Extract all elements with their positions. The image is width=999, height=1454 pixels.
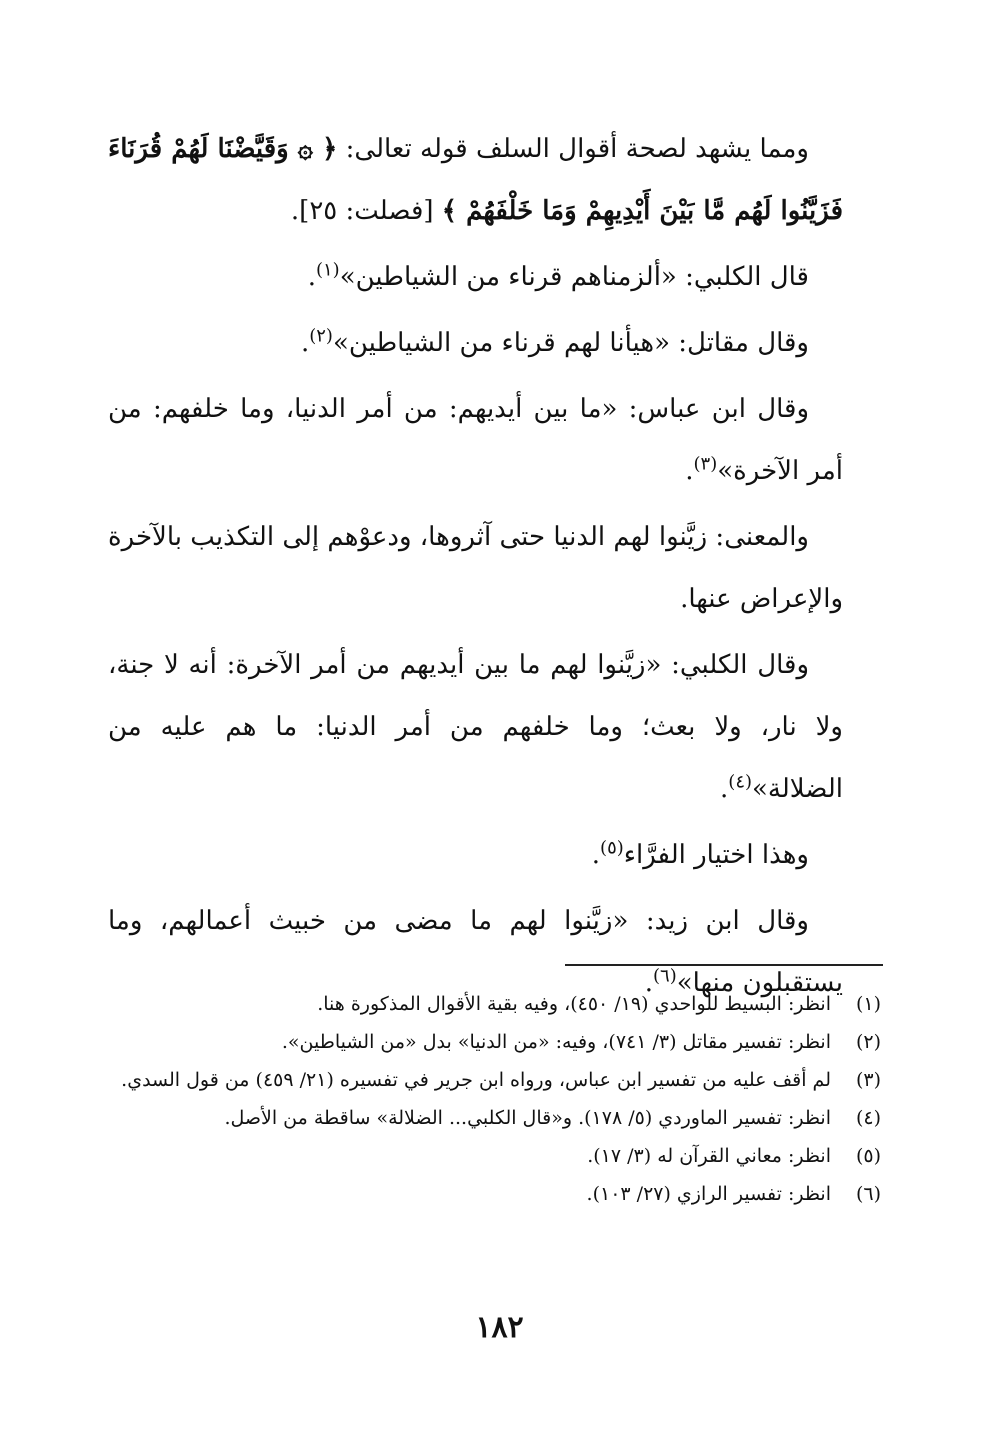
paragraph-text: والمعنى: زيَّنوا لهم الدنيا حتى آثروها، ودعوْهم إلى التكذيب بالآخرة والإعراض عنها. bbox=[108, 522, 843, 614]
footnote-text: انظر: معاني القرآن له (٣/ ١٧). bbox=[587, 1145, 831, 1167]
paragraph-text: وقال ابن عباس: «ما بين أيديهم: من أمر الدنيا، وما خلفهم: من أمر الآخرة» bbox=[108, 394, 843, 486]
footnotes bbox=[108, 985, 881, 1213]
footnote-ref[interactable]: (٤) bbox=[728, 771, 753, 793]
footnote-item bbox=[108, 1023, 881, 1061]
footnote-ref[interactable]: (٢) bbox=[309, 325, 333, 347]
page-number: ١٨٢ bbox=[475, 1310, 524, 1345]
footnote-text: انظر: تفسير الرازي (٢٧/ ١٠٣). bbox=[586, 1183, 831, 1205]
main-text bbox=[108, 118, 843, 1018]
footnote-item bbox=[108, 1175, 881, 1213]
footnote-ref[interactable]: (١) bbox=[315, 259, 340, 281]
quran-verse: ﴿ ۞ وَقَيَّضْنَا لَهُمْ قُرَنَاءَ فَزَيَّنُوا لَهُم مَّا بَيْنَ أَيْدِيهِمْ وَمَا خَلْفَهُمْ ﴾ bbox=[108, 134, 843, 226]
paragraph: وقال ابن عباس: «ما بين أيديهم: من أمر الدنيا، وما خلفهم: من أمر الآخرة»$^{(٣)}$. bbox=[108, 394, 843, 486]
paragraph-text: وقال الكلبي: «زيَّنوا لهم ما بين أيديهم من أمر الآخرة: أنه لا جنة، ولا نار، ولا بعث؛ وما خلفهم من أمر الدنيا: ما هم عليه من الضلالة» bbox=[108, 650, 843, 804]
footnote-number: (٣) bbox=[855, 1069, 881, 1091]
paragraph-text: وهذا اختيار الفرَّاء bbox=[623, 840, 809, 870]
paragraph: قال الكلبي: «ألزمناهم قرناء من الشياطين»$^{(١)}$. bbox=[307, 259, 809, 292]
footnote-separator bbox=[565, 964, 883, 966]
footnote-text: انظر: تفسير الماوردي (٥/ ١٧٨). و«قال الكلبي... الضلالة» ساقطة من الأصل. bbox=[224, 1107, 831, 1129]
paragraph: وقال ابن زيد: «زيَّنوا لهم ما مضى من خبيث أعمالهم، وما يستقبلون منها»$^{(٦)}$. bbox=[108, 906, 843, 998]
paragraph: وقال الكلبي: «زيَّنوا لهم ما بين أيديهم من أمر الآخرة: أنه لا جنة، ولا نار، ولا بعث؛ وما خلفهم من أمر الدنيا: ما هم عليه من الضلالة»$^{(٤)}$. bbox=[108, 650, 843, 804]
paragraph-text: قال الكلبي: «ألزمناهم قرناء من الشياطين» bbox=[339, 262, 809, 292]
footnote-text: انظر: تفسير مقاتل (٣/ ٧٤١)، وفيه: «من الدنيا» بدل «من الشياطين». bbox=[281, 1031, 831, 1053]
paragraph bbox=[108, 506, 843, 630]
footnote-item bbox=[108, 1099, 881, 1137]
footnote-ref[interactable]: (٦) bbox=[653, 965, 677, 987]
footnote-item bbox=[108, 1061, 881, 1099]
paragraph-text: وقال ابن زيد: «زيَّنوا لهم ما مضى من خبيث أعمالهم، وما يستقبلون منها» bbox=[108, 906, 843, 998]
paragraph-quran-citation bbox=[108, 118, 843, 242]
footnote-number: (٦) bbox=[855, 1183, 881, 1205]
footnote-ref[interactable]: (٥) bbox=[600, 837, 624, 859]
footnote-number: (٥) bbox=[855, 1145, 881, 1167]
footnote-text: لم أقف عليه من تفسير ابن عباس، ورواه ابن جرير في تفسيره (٢١/ ٤٥٩) من قول السدي. bbox=[121, 1069, 831, 1091]
footnote-number: (٢) bbox=[855, 1031, 881, 1053]
footnote-item bbox=[108, 1137, 881, 1175]
paragraph-text: وقال مقاتل: «هيأنا لهم قرناء من الشياطين» bbox=[332, 328, 809, 358]
footnote-text: انظر: البسيط للواحدي (١٩/ ٤٥٠)، وفيه بقية الأقوال المذكورة هنا. bbox=[317, 993, 831, 1015]
paragraph: وقال مقاتل: «هيأنا لهم قرناء من الشياطين»$^{(٢)}$. bbox=[300, 325, 809, 358]
footnote-number: (١) bbox=[855, 993, 881, 1015]
paragraph: وهذا اختيار الفرَّاء$^{(٥)}$. bbox=[591, 837, 809, 870]
surah-reference: [فصلت: ٢٥]. bbox=[290, 196, 442, 226]
footnote-number: (٤) bbox=[855, 1107, 881, 1129]
footnote-item bbox=[108, 985, 881, 1023]
footnote-ref[interactable]: (٣) bbox=[693, 453, 718, 475]
paragraph-text: ومما يشهد لصحة أقوال السلف قوله تعالى: bbox=[337, 134, 809, 164]
